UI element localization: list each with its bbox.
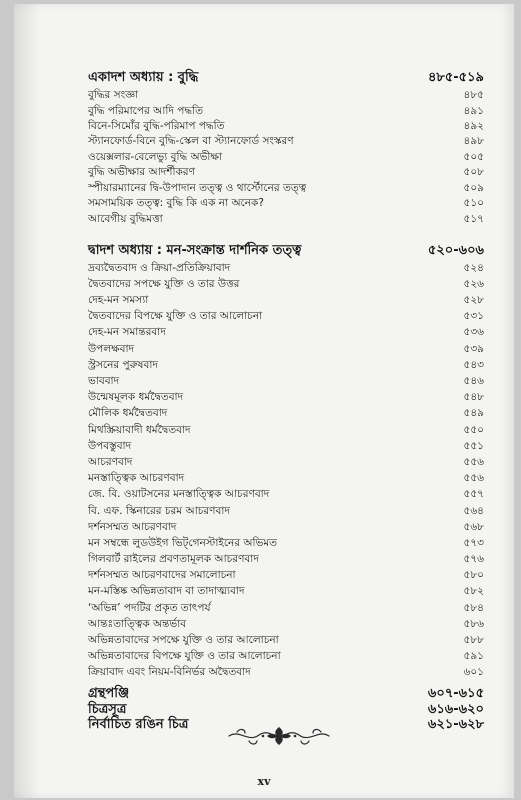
- entry-page: ৫০৮: [463, 166, 484, 179]
- entry-page: ৫৩৯: [463, 342, 484, 355]
- chapter-page-range: ৫২০-৬০৬: [427, 243, 484, 259]
- entry-page: ৪৯২: [463, 119, 484, 132]
- toc-entry: [88, 120, 484, 135]
- chapter-12-heading: [88, 241, 484, 261]
- entry-page: ৫০৫: [463, 150, 484, 163]
- entry-label: উপলক্ষবাদ: [88, 342, 135, 355]
- entry-label: ওয়েক্সলার-বেলেভ্যু বুদ্ধি অভীক্ষা: [88, 150, 222, 163]
- entry-page: ৫১০: [463, 196, 484, 209]
- entry-page: ৫৯১: [463, 650, 484, 663]
- entry-page: ৫৪৮: [463, 391, 484, 404]
- toc-entry: [88, 212, 484, 229]
- floral-scroll-ornament-icon: [227, 723, 331, 749]
- toc-entry: [88, 358, 484, 374]
- toc-entry: [88, 536, 484, 552]
- toc-entry: [88, 277, 484, 293]
- entry-page: ৫৫৭: [463, 488, 484, 501]
- toc-entry: [88, 261, 484, 277]
- toc-entry: [88, 391, 484, 407]
- entry-label: উপবস্তুবাদ: [88, 439, 132, 452]
- entry-page: ৫৮৬: [463, 617, 484, 630]
- table-of-contents: [88, 68, 484, 731]
- entry-label: দ্বৈতবাদের বিপক্ষে যুক্তি ও তার আলোচনা: [88, 310, 263, 323]
- toc-entry: [88, 135, 484, 150]
- back-matter-entry: [88, 684, 484, 700]
- back-matter-pages: ৬২১-৬২৮: [427, 717, 484, 733]
- page-number: xv: [257, 775, 271, 788]
- entry-label: বি. এফ. স্কিনারের চরম আচরণবাদ: [88, 504, 230, 517]
- entry-label: বিনে-সিমোঁর বুদ্ধি-পরিমাপ পদ্ধতি: [88, 119, 225, 132]
- entry-page: ৫২৮: [463, 294, 484, 307]
- chapter-page-range: ৪৮৫-৫১৯: [427, 70, 484, 85]
- toc-entry: [88, 472, 484, 488]
- entry-label: অভিন্নতাবাদের সপক্ষে যুক্তি ও তার আলোচনা: [88, 634, 279, 647]
- entry-page: ৫২৬: [463, 277, 484, 290]
- page-gutter-shadow: [14, 4, 40, 798]
- entry-label: ক্রিয়াবাদ এবং নিয়ম-বিনির্ভর অদ্বৈতবাদ: [88, 666, 251, 679]
- entry-page: ৫৮৮: [463, 634, 484, 647]
- entry-label: উন্মেষমূলক ধর্মদ্বৈতবাদ: [88, 391, 184, 404]
- entry-label: মন-মস্তিষ্ক অভিন্নতাবাদ বা তাদাত্ম্যবাদ: [88, 585, 245, 598]
- entry-label: ভাববাদ: [88, 375, 120, 388]
- back-matter-pages: ৬১৬-৬২০: [427, 701, 484, 717]
- entry-label: দর্শনসম্মত আচরণবাদ: [88, 520, 177, 533]
- toc-entry: [88, 617, 484, 633]
- entry-page: ৫১৭: [463, 213, 484, 226]
- toc-entry: [88, 104, 484, 119]
- entry-label: গিলবার্ট রাইলের প্রবণতামূলক আচরণবাদ: [88, 553, 259, 566]
- entry-label: মৌলিক ধর্মদ্বৈতবাদ: [88, 407, 168, 420]
- toc-entry: [88, 650, 484, 666]
- toc-entry: [88, 294, 484, 310]
- chapter-11-heading: [88, 68, 484, 89]
- entry-page: ৫৫০: [463, 423, 484, 436]
- entry-page: ৫৭৩: [463, 536, 484, 549]
- toc-entry: [88, 151, 484, 166]
- chapter-12-entries: [88, 261, 484, 682]
- chapter-title: দ্বাদশ অধ্যায় : মন-সংক্রান্ত দার্শনিক তত্ত্ব: [88, 243, 302, 259]
- chapter-title: একাদশ অধ্যায় : বুদ্ধি: [88, 70, 199, 85]
- entry-page: ৫৭৬: [463, 553, 484, 566]
- entry-label: মনস্তাত্ত্বিক আচরণবাদ: [88, 472, 185, 485]
- entry-label: মিথস্ক্রিয়াবাদী ধর্মদ্বৈতবাদ: [88, 423, 191, 436]
- entry-page: ৪৮৫: [463, 89, 484, 102]
- toc-entry: [88, 310, 484, 326]
- entry-page: ৫২৪: [463, 261, 484, 274]
- entry-page: ৫৮২: [463, 585, 484, 598]
- toc-entry: [88, 166, 484, 181]
- toc-entry: [88, 666, 484, 682]
- entry-page: ৫৬৪: [463, 504, 484, 517]
- toc-entry: [88, 439, 484, 455]
- chapter-11-entries: [88, 89, 484, 229]
- entry-page: ৫৫৬: [463, 455, 484, 468]
- entry-page: ৫৩৬: [463, 326, 484, 339]
- entry-page: ৫৪৯: [463, 407, 484, 420]
- toc-entry: [88, 569, 484, 585]
- entry-label: বুদ্ধি অভীক্ষার আদর্শীকরণ: [88, 166, 195, 179]
- entry-page: ৫৪৩: [463, 358, 484, 371]
- entry-label: অভিন্নতাবাদের বিপক্ষে যুক্তি ও তার আলোচনা: [88, 650, 281, 663]
- back-matter-pages: ৬০৭-৬১৫: [427, 686, 484, 701]
- entry-page: ৫৮৪: [463, 601, 484, 614]
- back-matter-title: গ্রন্থপঞ্জি: [88, 686, 130, 701]
- entry-label: ‘অভিন্ন’ পদটির প্রকৃত তাৎপর্য: [88, 601, 211, 614]
- toc-entry: [88, 181, 484, 196]
- toc-entry: [88, 504, 484, 520]
- entry-page: ৬০১: [463, 666, 484, 679]
- entry-page: ৫৩১: [463, 310, 484, 323]
- entry-page: ৫৮০: [463, 569, 484, 582]
- toc-entry: [88, 423, 484, 439]
- entry-page: ৫৬৮: [463, 520, 484, 533]
- entry-label: বুদ্ধির সংজ্ঞা: [88, 89, 139, 102]
- entry-label: স্পীয়ারম্যানের দ্বি-উপাদান তত্ত্ব ও থার্স্টোনের তত্ত্ব: [88, 181, 307, 194]
- back-matter-title: চিত্রসূত্র: [88, 701, 127, 717]
- entry-label: স্ট্যানফোর্ড-বিনে বুদ্ধি-স্কেল বা স্ট্যানফোর্ড সংস্করণ: [88, 135, 294, 148]
- entry-label: বুদ্ধি পরিমাপের আদি পদ্ধতি: [88, 104, 203, 117]
- entry-label: সমসাময়িক তত্ত্ব: বুদ্ধি কি এক না অনেক?: [88, 196, 264, 209]
- toc-entry: [88, 342, 484, 358]
- entry-page: ৫৫৬: [463, 472, 484, 485]
- entry-label: মন সম্বন্ধে লুডউইগ ভিট্‌গেনস্টাইনের অভিমত: [88, 536, 278, 549]
- entry-page: ৫৫১: [463, 439, 484, 452]
- entry-page: ৪৯১: [463, 104, 484, 117]
- entry-label: দর্শনসম্মত আচরণবাদের সমালোচনা: [88, 569, 236, 582]
- entry-label: দ্রব্যদ্বৈতবাদ ও ক্রিয়া-প্রতিক্রিয়াবাদ: [88, 261, 231, 274]
- toc-entry: [88, 488, 484, 504]
- entry-page: ৪৯৮: [463, 135, 484, 148]
- entry-label: আচরণবাদ: [88, 455, 133, 468]
- toc-entry: [88, 374, 484, 390]
- entry-label: আবেগীয় বুদ্ধিমত্তা: [88, 213, 163, 226]
- toc-entry: [88, 326, 484, 342]
- book-page: [14, 4, 514, 798]
- back-matter-title: নির্বাচিত রঙিন চিত্র: [88, 717, 189, 733]
- toc-entry: [88, 197, 484, 212]
- entry-label: দ্বৈতবাদের সপক্ষে যুক্তি ও তার উত্তর: [88, 277, 240, 290]
- toc-entry: [88, 553, 484, 569]
- toc-entry: [88, 455, 484, 471]
- entry-label: দেহ-মন সমান্তরবাদ: [88, 326, 166, 339]
- entry-page: ৫০৯: [463, 181, 484, 194]
- toc-entry: [88, 633, 484, 649]
- toc-entry: [88, 407, 484, 423]
- entry-page: ৫৪৬: [463, 375, 484, 388]
- entry-label: জে. বি. ওয়াটসনের মনস্তাত্ত্বিক আচরণবাদ: [88, 488, 270, 501]
- toc-entry: [88, 89, 484, 104]
- toc-entry: [88, 585, 484, 601]
- back-matter-entry: [88, 700, 484, 716]
- entry-label: স্ট্রসনের পুরুষবাদ: [88, 358, 158, 371]
- entry-label: আন্তঃতাত্ত্বিক অন্তর্ভাব: [88, 617, 187, 630]
- toc-entry: [88, 601, 484, 617]
- toc-entry: [88, 520, 484, 536]
- entry-label: দেহ-মন সমস্যা: [88, 294, 149, 307]
